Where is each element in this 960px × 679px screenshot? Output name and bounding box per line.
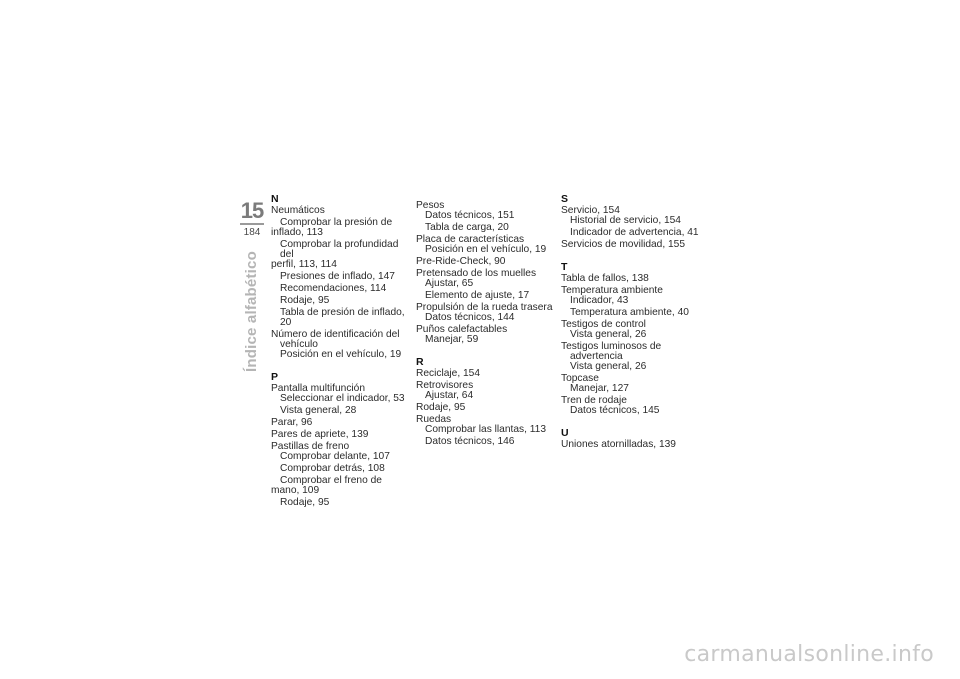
- index-term: Número de identificación del vehículo: [271, 329, 400, 350]
- watermark-text[interactable]: carmanualsonline.info: [684, 642, 934, 667]
- index-entry: Rodaje, 95: [416, 402, 466, 413]
- index-term: Retrovisores: [416, 380, 474, 391]
- index-subentry: Datos técnicos, 151: [425, 210, 515, 221]
- index-subentry: Comprobar delante, 107: [280, 451, 390, 462]
- index-entry: [416, 269, 556, 301]
- index-term: Puños calefactables: [416, 324, 508, 335]
- index-entry: Servicios de movilidad, 155: [561, 239, 686, 250]
- index-column-3: [561, 194, 701, 450]
- index-subentry: Comprobar detrás, 108: [280, 463, 385, 474]
- index-entry: [416, 381, 556, 401]
- index-term: Pantalla multifunción: [271, 383, 366, 394]
- index-column-2: [416, 201, 556, 447]
- chapter-tab: [240, 200, 264, 239]
- index-subentry: Comprobar la profundidad del perfil, 113, 114: [271, 239, 399, 270]
- index-term: Propulsión de la rueda trasera: [416, 302, 553, 313]
- chapter-title: Índice alfabético: [243, 251, 260, 372]
- index-term: Testigos de control: [561, 319, 646, 330]
- index-entry: [561, 396, 701, 416]
- index-term: Tren de rodaje: [561, 395, 627, 406]
- index-subentry: Manejar, 127: [570, 383, 629, 394]
- index-subentry: Posición en el vehículo, 19: [425, 244, 547, 255]
- index-letter-u: U: [561, 427, 569, 439]
- index-subentry: Elemento de ajuste, 17: [425, 290, 530, 301]
- index-term: Topcase: [561, 373, 599, 384]
- index-entry: [561, 206, 701, 238]
- page-number: 184: [243, 227, 261, 238]
- index-subentry: Presiones de inflado, 147: [280, 271, 395, 282]
- index-term: Neumáticos: [271, 205, 325, 216]
- index-entry: [271, 206, 411, 328]
- index-entry: [271, 330, 411, 360]
- index-subentry: Tabla de carga, 20: [425, 222, 509, 233]
- index-subentry: Vista general, 26: [570, 329, 647, 340]
- index-letter-s: S: [561, 193, 569, 205]
- index-subentry: Posición en el vehículo, 19: [280, 349, 402, 360]
- index-entry: Parar, 96: [271, 417, 313, 428]
- index-letter-n: N: [271, 193, 279, 205]
- index-subentry: Datos técnicos, 146: [425, 436, 515, 447]
- index-term: Placa de características: [416, 234, 525, 245]
- index-entry: [416, 325, 556, 345]
- index-column-1: [271, 194, 411, 508]
- index-subentry: Vista general, 26: [570, 361, 647, 372]
- index-letter-t: T: [561, 261, 568, 273]
- index-subentry: Comprobar el freno de mano, 109: [271, 475, 382, 496]
- index-entry: Pares de apriete, 139: [271, 429, 369, 440]
- index-entry: [416, 303, 556, 323]
- index-subentry: Rodaje, 95: [280, 295, 330, 306]
- index-entry: [561, 342, 701, 372]
- index-term: Pesos: [416, 200, 445, 211]
- index-term: Servicio, 154: [561, 205, 620, 216]
- index-subentry: Rodaje, 95: [280, 497, 330, 508]
- index-subentry: Ajustar, 65: [425, 278, 474, 289]
- index-subentry: Ajustar, 64: [425, 390, 474, 401]
- index-entry: [561, 320, 701, 340]
- index-subentry: Temperatura ambiente, 40: [570, 307, 689, 318]
- index-subentry: Historial de servicio, 154: [570, 215, 681, 226]
- index-term: Temperatura ambiente: [561, 285, 663, 296]
- index-entry: [416, 415, 556, 447]
- index-term: Testigos luminosos de advertencia: [561, 341, 662, 362]
- index-letter-p: P: [271, 371, 279, 383]
- index-entry: [271, 384, 411, 416]
- index-entry: Tabla de fallos, 138: [561, 273, 649, 284]
- index-subentry: Recomendaciones, 114: [280, 283, 387, 294]
- index-entry: Uniones atornilladas, 139: [561, 439, 676, 450]
- index-subentry: Seleccionar el indicador, 53: [280, 393, 405, 404]
- index-term: Pastillas de freno: [271, 441, 350, 452]
- index-entry: [271, 442, 411, 508]
- index-subentry: Tabla de presión de inflado, 20: [280, 307, 405, 328]
- index-subentry: Manejar, 59: [425, 334, 479, 345]
- index-subentry: Datos técnicos, 145: [570, 405, 660, 416]
- index-term: Ruedas: [416, 414, 452, 425]
- index-entry: Reciclaje, 154: [416, 368, 480, 379]
- index-entry: [416, 235, 556, 255]
- index-entry: [416, 201, 556, 233]
- index-subentry: Datos técnicos, 144: [425, 312, 515, 323]
- index-entry: [561, 374, 701, 394]
- index-letter-r: R: [416, 356, 424, 368]
- index-subentry: Indicador, 43: [570, 295, 629, 306]
- index-subentry: Indicador de advertencia, 41: [570, 227, 699, 238]
- index-subentry: Comprobar las llantas, 113: [425, 424, 546, 435]
- index-subentry: Vista general, 28: [280, 405, 357, 416]
- index-term: Pretensado de los muelles: [416, 268, 537, 279]
- index-subentry: Comprobar la presión de inflado, 113: [271, 217, 393, 238]
- index-entry: Pre-Ride-Check, 90: [416, 256, 506, 267]
- chapter-number: 15: [240, 198, 264, 223]
- chapter-divider: [240, 223, 264, 225]
- index-entry: [561, 286, 701, 318]
